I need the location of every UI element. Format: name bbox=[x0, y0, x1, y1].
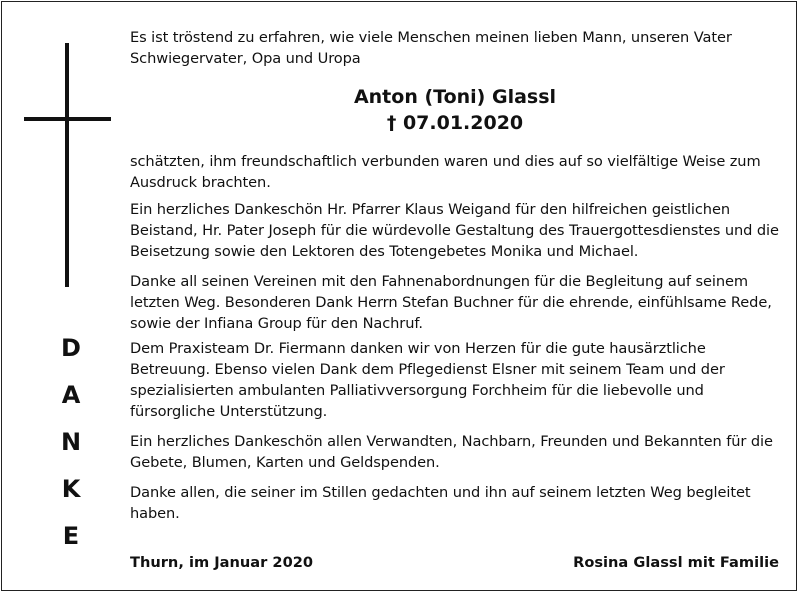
intro-text: Es ist tröstend zu erfahren, wie viele Menschen meinen lieben Mann, unseren Vater Schwiegervater, Opa und Uropa bbox=[130, 29, 732, 67]
deceased-name: Anton (Toni) Glassl bbox=[353, 86, 557, 108]
danke-vertical-word bbox=[48, 325, 94, 560]
danke-letter: E bbox=[62, 522, 80, 550]
paragraph-final-thanks: Danke allen, die seiner im Stillen gedachten und ihn auf seinem letzten Weg begleitet haben. bbox=[130, 484, 751, 522]
place-date: Thurn, im Januar 2020 bbox=[130, 554, 314, 571]
paragraph-appreciation: schätzten, ihm freundschaftlich verbunden waren und dies auf so vielfältige Weise zum Ausdruck brachten. bbox=[130, 153, 761, 191]
danke-letter: K bbox=[61, 475, 81, 503]
paragraph-associations: Danke all seinen Vereinen mit den Fahnenabordnungen für die Begleitung auf seinem letzten Weg. Besonderen Dank Herrn Stefan Buchner für die ehrende, einfühlsame Rede, sowie der Infiana Group für den Nachruf. bbox=[130, 273, 772, 332]
paragraph-clergy: Ein herzliches Dankeschön Hr. Pfarrer Klaus Weigand für den hilfreichen geistlichen Beistand, Hr. Pater Joseph für die würdevolle Gestaltung des Trauergottesdienstes und die Beisetzung sowie den Lektoren des Totengebetes Monika und Michael. bbox=[130, 201, 779, 260]
cross-horizontal-bar bbox=[24, 117, 111, 121]
death-date: † 07.01.2020 bbox=[386, 112, 524, 134]
cross-vertical-bar bbox=[65, 43, 69, 287]
danke-letter: D bbox=[61, 334, 81, 362]
signature: Rosina Glassl mit Familie bbox=[573, 554, 779, 571]
danke-letter: N bbox=[60, 428, 82, 456]
danke-letter: A bbox=[61, 381, 81, 409]
paragraph-medical-care: Dem Praxisteam Dr. Fiermann danken wir von Herzen für die gute hausärztliche Betreuung. Ebenso vielen Dank dem Pflegedienst Elsner mit seinem Team und der spezialisierten ambulanten Palliativversorgung Forchheim für die liebevolle und fürsorgliche Unterstützung. bbox=[130, 340, 725, 420]
paragraph-relatives: Ein herzliches Dankeschön allen Verwandten, Nachbarn, Freunden und Bekannten für die Gebete, Blumen, Karten und Geldspenden. bbox=[130, 433, 773, 471]
